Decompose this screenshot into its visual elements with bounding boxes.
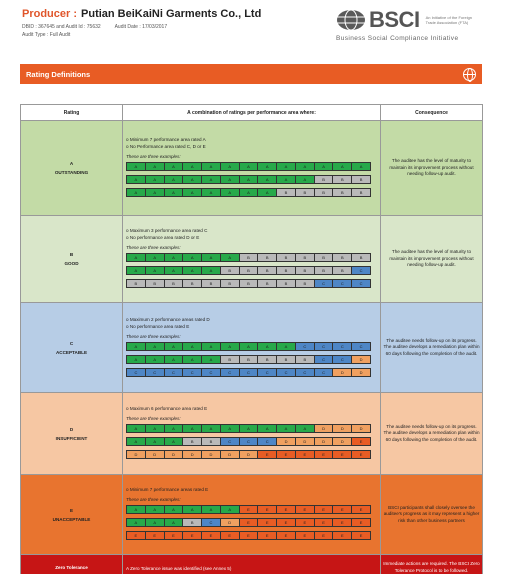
rating-cell: A — [202, 254, 221, 261]
rating-cell: A — [240, 189, 259, 196]
rating-cell: A — [127, 425, 146, 432]
example-sequence — [126, 505, 371, 514]
rating-cell: A — [146, 519, 165, 526]
rating-cell: A — [352, 163, 370, 170]
rating-cell: A — [146, 267, 165, 274]
rating-cell: A — [183, 356, 202, 363]
rating-cell: B — [277, 267, 296, 274]
table-header-row — [21, 105, 483, 121]
rating-cell: E — [277, 506, 296, 513]
table-row — [21, 393, 483, 475]
rating-cell: E — [183, 532, 202, 539]
rating-cell: A — [127, 189, 146, 196]
rating-cell: A — [221, 163, 240, 170]
rating-cell: C — [258, 369, 277, 376]
bsci-wordmark: BSCI — [369, 7, 420, 32]
consequence-text: BSCI participants shall closely oversee the auditee's progress as it may represent a higher risk than other business partners — [381, 475, 483, 555]
rating-definitions-table — [20, 104, 483, 574]
rating-cell: D — [183, 451, 202, 458]
table-row — [21, 555, 483, 574]
rating-cell: D — [296, 438, 315, 445]
example-sequence — [126, 450, 371, 459]
rating-cell: E — [333, 532, 352, 539]
rating-cell: A — [165, 425, 184, 432]
section-banner — [20, 64, 482, 84]
consequence-text: The auditee needs follow-up on its progress. The auditee develops a remediation plan within 60 days following the completion of the audit. — [381, 393, 483, 475]
producer-line — [22, 8, 261, 20]
rating-cell: A — [277, 343, 296, 350]
rating-cell: A — [183, 506, 202, 513]
rating-cell: A — [240, 425, 259, 432]
rating-cell: A — [277, 425, 296, 432]
rating-cell: A — [240, 163, 259, 170]
rating-cell: A — [165, 506, 184, 513]
rating-cell: C — [146, 369, 165, 376]
rating-cell: B — [333, 254, 352, 261]
rating-cell: A — [277, 163, 296, 170]
rating-cell: A — [165, 343, 184, 350]
rating-cell: A — [258, 425, 277, 432]
rating-cell: C — [333, 356, 352, 363]
rating-cell: B — [240, 267, 259, 274]
rating-cell: D — [202, 451, 221, 458]
rating-cell: B — [202, 280, 221, 287]
rating-cell: C — [315, 343, 334, 350]
rating-cell: A — [333, 163, 352, 170]
rating-cell: E — [315, 532, 334, 539]
rating-cell: A — [183, 267, 202, 274]
rating-cell: E — [352, 451, 370, 458]
rating-cell: B — [352, 254, 370, 261]
criteria-line: o Minimum 7 performance areas rated E — [126, 487, 209, 492]
rating-cell: B — [352, 176, 370, 183]
rating-cell: A — [146, 425, 165, 432]
example-sequence — [126, 162, 371, 171]
rating-cell: E — [333, 519, 352, 526]
rating-cell: D — [221, 519, 240, 526]
rating-cell: D — [240, 451, 259, 458]
criteria-line: o No performance area rated E — [126, 323, 190, 329]
rating-cell: A — [127, 267, 146, 274]
consequence-text: The auditee has the level of maturity to maintain its improvement process without needing follow-up audit. — [381, 216, 483, 303]
rating-cell: C — [277, 369, 296, 376]
rating-cell: B — [333, 189, 352, 196]
example-sequence — [126, 368, 371, 377]
rating-cell: E — [277, 519, 296, 526]
bsci-globe-icon — [336, 9, 366, 31]
rating-cell: D — [333, 438, 352, 445]
consequence-text: The auditee needs follow-up on its progress. The auditee develops a remediation plan within 60 days following the completion of the audit. — [381, 303, 483, 393]
rating-cell: E — [315, 451, 334, 458]
rating-cell: A — [221, 343, 240, 350]
rating-cell: A — [165, 163, 184, 170]
rating-cell: E — [146, 532, 165, 539]
criteria-line: o No performance area rated D or E — [126, 235, 200, 240]
rating-cell: A — [202, 267, 221, 274]
example-sequence — [126, 266, 371, 275]
rating-cell: D — [277, 438, 296, 445]
rating-cell: B — [277, 280, 296, 287]
example-sequence — [126, 188, 371, 197]
rating-cell: A — [127, 438, 146, 445]
rating-cell: A — [146, 163, 165, 170]
rating-cell: A — [221, 254, 240, 261]
rating-cell: A — [221, 176, 240, 183]
rating-cell: A — [146, 438, 165, 445]
rating-cell: D — [352, 369, 370, 376]
rating-cell: C — [183, 369, 202, 376]
consequence-text: The auditee has the level of maturity to maintain its improvement process without needing follow-up audit. — [381, 121, 483, 216]
rating-letter: C — [69, 340, 74, 346]
rating-cell: B — [221, 267, 240, 274]
rating-cell: B — [258, 267, 277, 274]
report-header — [22, 8, 261, 39]
rating-cell: A — [183, 254, 202, 261]
rating-cell: B — [258, 254, 277, 261]
rating-cell: A — [296, 163, 315, 170]
rating-cell: A — [127, 519, 146, 526]
col-consequence-header: Consequence — [381, 105, 483, 121]
rating-cell: C — [352, 343, 370, 350]
rating-cell: B — [315, 267, 334, 274]
rating-cell: E — [296, 519, 315, 526]
rating-cell: C — [296, 343, 315, 350]
table-row — [21, 303, 483, 393]
rating-cell: A — [127, 356, 146, 363]
rating-cell: E — [296, 506, 315, 513]
rating-cell: C — [240, 438, 259, 445]
table-row — [21, 216, 483, 303]
rating-cell: E — [352, 438, 370, 445]
rating-cell: E — [315, 506, 334, 513]
rating-cell: B — [315, 189, 334, 196]
rating-cell: A — [146, 506, 165, 513]
rating-cell: C — [315, 280, 334, 287]
bsci-initiative-note: An Initiative of the Foreign Trade Association (FTA) — [425, 15, 473, 25]
rating-cell: B — [183, 519, 202, 526]
rating-cell: C — [315, 356, 334, 363]
rating-cell: A — [183, 163, 202, 170]
rating-cell: E — [258, 532, 277, 539]
rating-cell: B — [296, 280, 315, 287]
rating-cell: B — [165, 280, 184, 287]
rating-cell: E — [315, 519, 334, 526]
rating-cell: B — [146, 280, 165, 287]
rating-cell: A — [202, 189, 221, 196]
rating-cell: D — [352, 356, 370, 363]
rating-cell: B — [277, 254, 296, 261]
rating-cell: E — [296, 451, 315, 458]
rating-cell: A — [165, 519, 184, 526]
rating-cell: B — [183, 280, 202, 287]
rating-cell: E — [240, 519, 259, 526]
audit-date: Audit Date : 17/03/2017 — [114, 24, 168, 30]
rating-cell: D — [221, 451, 240, 458]
rating-cell: B — [296, 267, 315, 274]
rating-cell: A — [258, 163, 277, 170]
rating-cell: C — [165, 369, 184, 376]
rating-cell: A — [221, 506, 240, 513]
rating-cell: B — [315, 176, 334, 183]
rating-cell: A — [202, 176, 221, 183]
rating-cell: B — [352, 189, 370, 196]
rating-name: GOOD — [64, 261, 79, 266]
bsci-logo — [336, 8, 482, 42]
rating-cell: B — [183, 438, 202, 445]
rating-cell: D — [333, 425, 352, 432]
rating-cell: D — [146, 451, 165, 458]
rating-cell: B — [277, 189, 296, 196]
example-sequence — [126, 342, 371, 351]
rating-cell: B — [240, 280, 259, 287]
rating-cell: B — [258, 280, 277, 287]
examples-label: These are three examples: — [126, 497, 181, 502]
rating-cell: A — [127, 254, 146, 261]
rating-cell: B — [333, 267, 352, 274]
rating-cell: B — [221, 356, 240, 363]
rating-cell: A — [277, 176, 296, 183]
rating-cell: E — [240, 532, 259, 539]
rating-cell: A — [202, 425, 221, 432]
rating-cell: B — [127, 280, 146, 287]
rating-cell: D — [333, 369, 352, 376]
rating-cell: E — [333, 451, 352, 458]
rating-cell: E — [258, 519, 277, 526]
rating-cell: C — [202, 519, 221, 526]
rating-cell: A — [258, 343, 277, 350]
rating-cell: E — [352, 532, 370, 539]
rating-cell: E — [296, 532, 315, 539]
rating-cell: C — [240, 369, 259, 376]
rating-cell: C — [221, 369, 240, 376]
rating-cell: E — [258, 506, 277, 513]
rating-cell: A — [202, 506, 221, 513]
producer-label: Producer : — [22, 8, 78, 20]
rating-cell: A — [146, 356, 165, 363]
rating-cell: A — [146, 254, 165, 261]
rating-cell: C — [315, 369, 334, 376]
rating-cell: E — [127, 532, 146, 539]
rating-cell: A — [258, 176, 277, 183]
example-sequence — [126, 355, 371, 364]
bsci-tagline: Business Social Compliance Initiative — [336, 35, 459, 42]
rating-cell: A — [202, 163, 221, 170]
rating-cell: E — [240, 506, 259, 513]
rating-cell: B — [296, 254, 315, 261]
criteria-line: o Maximum 2 performance areas rated D — [126, 316, 210, 322]
table-row — [21, 475, 483, 555]
criteria-line: o Maximum 6 performance area rated E — [126, 406, 208, 411]
rating-cell: A — [240, 343, 259, 350]
rating-cell: D — [315, 438, 334, 445]
rating-cell: C — [333, 343, 352, 350]
rating-name: ACCEPTABLE — [55, 349, 88, 355]
rating-cell: E — [352, 519, 370, 526]
rating-cell: A — [165, 254, 184, 261]
example-sequence — [126, 424, 371, 433]
example-sequence — [126, 531, 371, 540]
col-combination-header: A combination of ratings per performance area where: — [123, 105, 381, 121]
rating-cell: D — [352, 425, 370, 432]
rating-cell: B — [258, 356, 277, 363]
rating-cell: A — [165, 267, 184, 274]
rating-cell: A — [146, 343, 165, 350]
zero-tolerance-criteria: A Zero Tolerance issue was identified (see Annex 5) — [123, 555, 381, 574]
rating-letter: A — [69, 161, 74, 166]
rating-cell: C — [296, 369, 315, 376]
rating-letter: D — [69, 426, 74, 432]
examples-label: These are three examples: — [126, 333, 181, 339]
rating-cell: A — [183, 425, 202, 432]
example-sequence — [126, 175, 371, 184]
rating-cell: B — [240, 254, 259, 261]
examples-label: These are three examples: — [126, 416, 181, 421]
rating-name: UNACCEPTABLE — [52, 516, 91, 522]
rating-cell: D — [165, 451, 184, 458]
example-sequence — [126, 279, 371, 288]
rating-cell: B — [315, 254, 334, 261]
rating-cell: A — [165, 356, 184, 363]
zero-tolerance-consequence: Immediate actions are required. The BSCI Zero Tolerance Protocol is to be followed. — [381, 555, 483, 574]
rating-cell: B — [221, 280, 240, 287]
rating-cell: E — [202, 532, 221, 539]
rating-cell: A — [127, 176, 146, 183]
rating-cell: E — [277, 532, 296, 539]
globe-icon — [463, 68, 476, 81]
rating-cell: A — [183, 176, 202, 183]
rating-cell: E — [221, 532, 240, 539]
rating-cell: A — [165, 189, 184, 196]
rating-cell: A — [127, 163, 146, 170]
rating-cell: A — [240, 176, 259, 183]
rating-cell: C — [127, 369, 146, 376]
rating-cell: C — [352, 280, 370, 287]
rating-cell: C — [221, 438, 240, 445]
rating-name: INSUFFICIENT — [55, 435, 88, 441]
rating-cell: A — [127, 343, 146, 350]
rating-cell: C — [258, 438, 277, 445]
rating-cell: E — [352, 506, 370, 513]
rating-cell: A — [202, 343, 221, 350]
rating-cell: A — [221, 189, 240, 196]
rating-cell: A — [146, 189, 165, 196]
rating-letter: B — [69, 252, 74, 257]
producer-name: Putian BeiKaiNi Garments Co., Ltd — [81, 8, 262, 20]
rating-cell: A — [165, 438, 184, 445]
rating-cell: E — [165, 532, 184, 539]
rating-cell: A — [258, 189, 277, 196]
examples-label: These are three examples: — [126, 245, 181, 250]
rating-cell: B — [202, 438, 221, 445]
rating-cell: C — [202, 369, 221, 376]
example-sequence — [126, 253, 371, 262]
zero-tolerance-label: Zero Tolerance — [21, 555, 123, 574]
rating-cell: A — [127, 506, 146, 513]
rating-cell: C — [333, 280, 352, 287]
audit-type: Audit Type : Full Audit — [22, 32, 71, 38]
criteria-line: o Minimum 7 performance area rated A — [126, 137, 206, 142]
rating-cell: A — [315, 163, 334, 170]
rating-cell: E — [277, 451, 296, 458]
rating-cell: E — [333, 506, 352, 513]
rating-cell: A — [296, 176, 315, 183]
rating-cell: A — [202, 356, 221, 363]
criteria-line: o No Performance area rated C, D or E — [126, 144, 206, 149]
criteria-line: o Maximum 3 performance area rated C — [126, 228, 208, 233]
table-row — [21, 121, 483, 216]
example-sequence — [126, 437, 371, 446]
col-rating-header: Rating — [21, 105, 123, 121]
rating-cell: A — [296, 425, 315, 432]
audit-ids: DBID : 367645 and Audit Id : 75632 — [22, 24, 101, 30]
examples-label: These are three examples: — [126, 154, 181, 159]
rating-cell: A — [165, 176, 184, 183]
rating-cell: A — [183, 343, 202, 350]
rating-name: OUTSTANDING — [54, 170, 89, 175]
rating-cell: B — [296, 356, 315, 363]
rating-cell: B — [277, 356, 296, 363]
rating-letter: E — [69, 507, 74, 513]
rating-cell: A — [221, 425, 240, 432]
rating-cell: B — [240, 356, 259, 363]
rating-cell: A — [183, 189, 202, 196]
rating-cell: B — [296, 189, 315, 196]
rating-cell: C — [352, 267, 370, 274]
rating-cell: E — [258, 451, 277, 458]
example-sequence — [126, 518, 371, 527]
section-title: Rating Definitions — [26, 69, 91, 79]
rating-cell: D — [127, 451, 146, 458]
rating-cell: D — [315, 425, 334, 432]
rating-cell: A — [146, 176, 165, 183]
rating-cell: B — [333, 176, 352, 183]
